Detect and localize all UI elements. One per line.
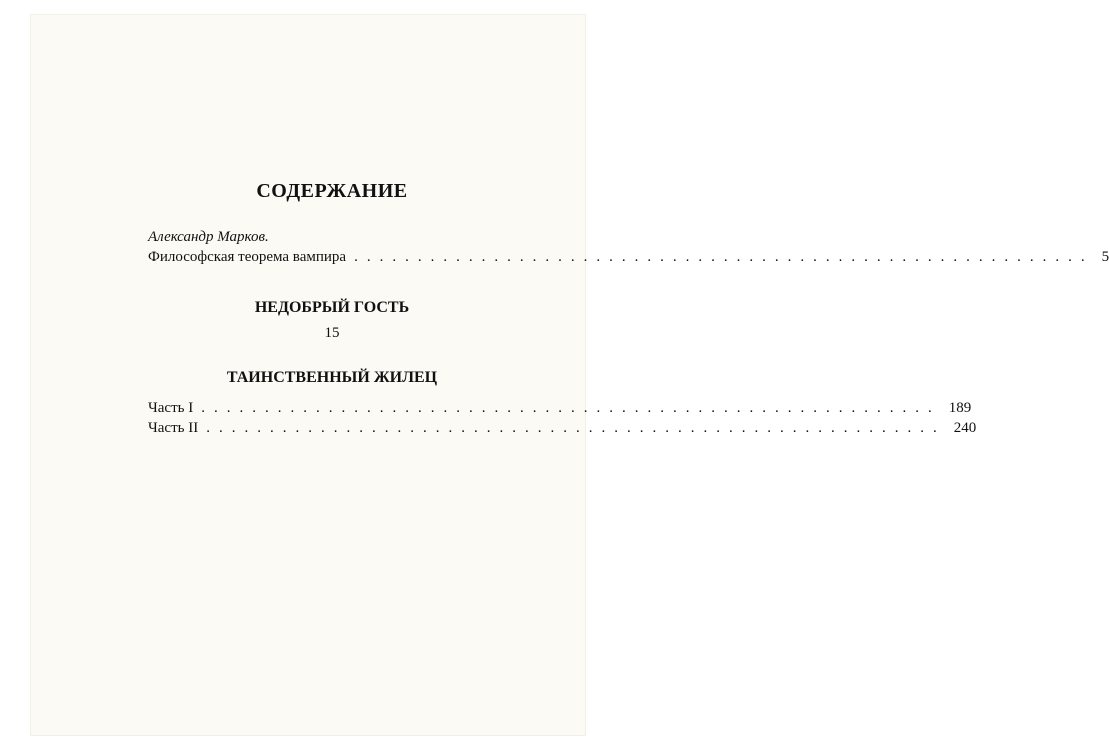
toc-entry-label: Часть II [148,420,199,436]
toc-entry-page: 240 [953,420,977,436]
toc-entry-part-2[interactable] [148,420,977,437]
section-title-tainstvenny-zhilets[interactable]: ТАИНСТВЕННЫЙ ЖИЛЕЦ [226,369,438,386]
toc-entry-page: 5 [1101,249,1109,265]
author-name: Александр Марков. [148,229,269,245]
book-page [30,14,1109,736]
toc-entry-part-1[interactable] [148,400,972,417]
section-page-nedobry-gost: 15 [324,325,340,341]
toc-heading: СОДЕРЖАНИЕ [256,180,408,202]
dot-leader: .......................................................... [206,420,946,436]
section-title-nedobry-gost[interactable]: НЕДОБРЫЙ ГОСТЬ [254,299,410,316]
toc-entry-intro[interactable] [148,249,1109,266]
toc-entry-label: Часть I [148,400,194,416]
toc-entry-label: Философская теорема вампира [148,249,347,265]
dot-leader: .......................................................... [201,400,941,416]
dot-leader: .......................................................... [354,249,1094,265]
toc-entry-page: 189 [948,400,972,416]
